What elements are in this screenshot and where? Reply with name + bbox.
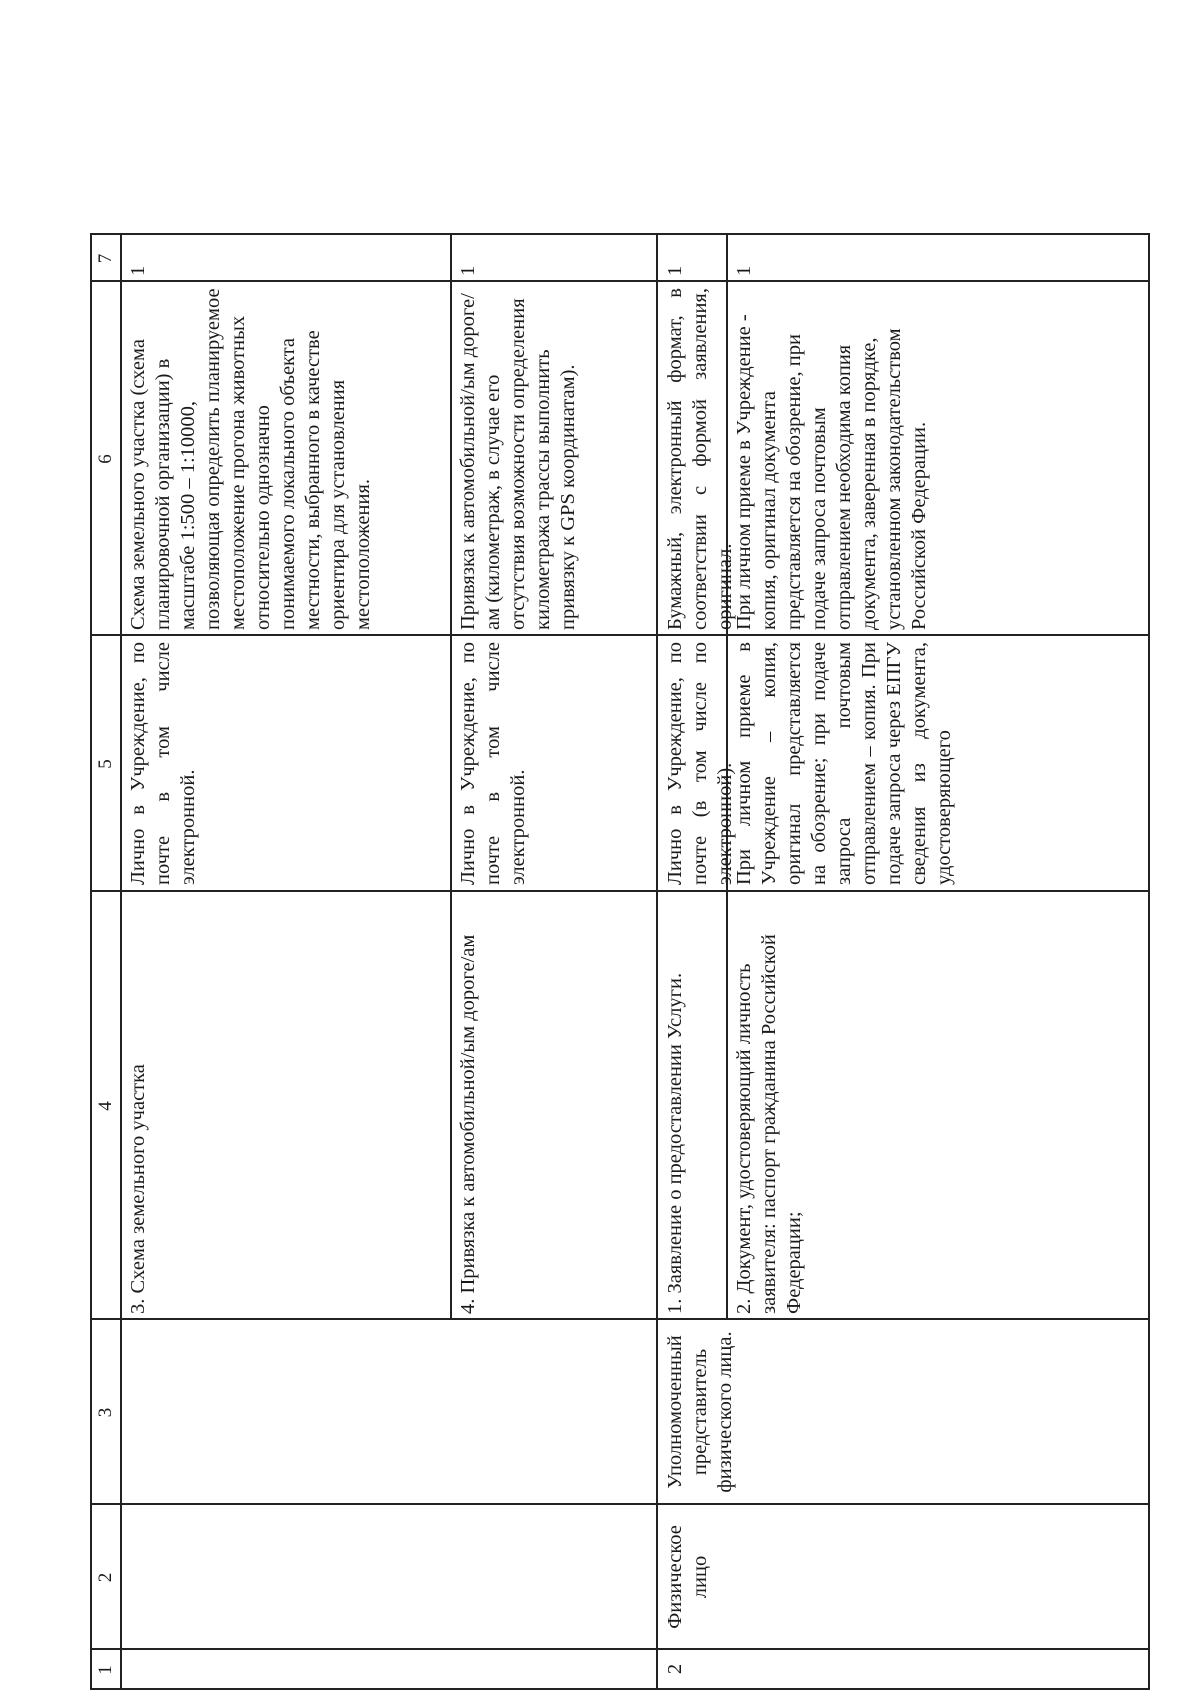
- header-col-3: 3: [95, 1407, 116, 1418]
- column-divider: [90, 1503, 1150, 1505]
- row1-submission-method-b: Лично в Учреждение, по почте в том числе электронной.: [457, 642, 529, 885]
- header-col-1: 1: [95, 1665, 116, 1675]
- row2-document-identity: 2. Документ, удостоверяющий личность заявителя: паспорт гражданина Российской Федерации;: [733, 934, 805, 1314]
- column-divider: [90, 890, 1150, 892]
- row2-count-a: 1: [664, 265, 686, 276]
- row2-representative: Уполномоченный представитель физического лица.: [664, 1331, 736, 1493]
- column-divider: [90, 1648, 1150, 1650]
- header-row-divider: [120, 233, 122, 1690]
- row2-submission-method-b: При личном приеме в Учреждение – копия, оригинал представляется на обозрение; при подаче запроса почтовым отправлением – копия. При подаче запроса через ЕПГУ сведения из документа, удостоверяющего: [733, 642, 955, 885]
- row2-applicant-category: Физическое лицо: [664, 1525, 711, 1629]
- table-border-right: [90, 233, 1150, 235]
- row1-requirements-b: Привязка к автомобильной/ым дороге/ам (километраж, в случае его отсутствия возможности определения километража трассы выполнить привязку к GPS координатам).: [457, 293, 579, 630]
- header-col-7: 7: [95, 253, 116, 264]
- column-divider: [90, 634, 1150, 636]
- row2-requirements-b: При личном приеме в Учреждение - копия, оригинал документа представляется на обозрение, при подаче запроса почтовым отправлением необходима копия документа, заверенная в порядке, установленном законодательством Российской Федерации.: [733, 314, 930, 630]
- header-col-2: 2: [95, 1572, 116, 1583]
- row2-count-b: 1: [733, 265, 755, 276]
- row1-requirements-a: Схема земельного участка (схема планировочной организации) в масштабе 1:500 – 1:10000, позволяющая определить планируемое местоположение прогона животных относительно однозначно понимаемого локального объекта местности, выбранного в качестве ориентира для установления местоположения.: [127, 288, 374, 630]
- row1-count-a: 1: [127, 265, 149, 276]
- row1-document-land-plot-scheme: 3. Схема земельного участка: [127, 1064, 149, 1314]
- row-divider: [656, 233, 658, 1690]
- row-sub-divider: [450, 233, 452, 1320]
- row1-document-road-binding: 4. Привязка к автомобильной/ым дороге/ам: [457, 934, 479, 1314]
- row2-document-application: 1. Заявление о предоставлении Услуги.: [664, 972, 686, 1314]
- header-col-4: 4: [95, 1101, 116, 1111]
- row2-submission-method-a: Лично в Учреждение, по почте (в том числе по электронной).: [664, 642, 736, 885]
- row2-requirements-a: Бумажный, электронный формат, в соответствии с формой заявления, оригинал.: [664, 288, 736, 630]
- header-col-6: 6: [95, 454, 116, 464]
- rotated-table-page: [90, 30, 1150, 1690]
- row1-submission-method-a: Лично в Учреждение, по почте в том числе электронной.: [127, 642, 199, 885]
- row1-count-b: 1: [457, 265, 479, 276]
- header-col-5: 5: [95, 759, 116, 769]
- table-border-left: [90, 1688, 1150, 1690]
- row2-number: 2: [664, 1663, 686, 1675]
- column-divider: [90, 280, 1150, 282]
- table-border-bottom: [1148, 233, 1150, 1690]
- column-divider: [90, 1318, 1150, 1320]
